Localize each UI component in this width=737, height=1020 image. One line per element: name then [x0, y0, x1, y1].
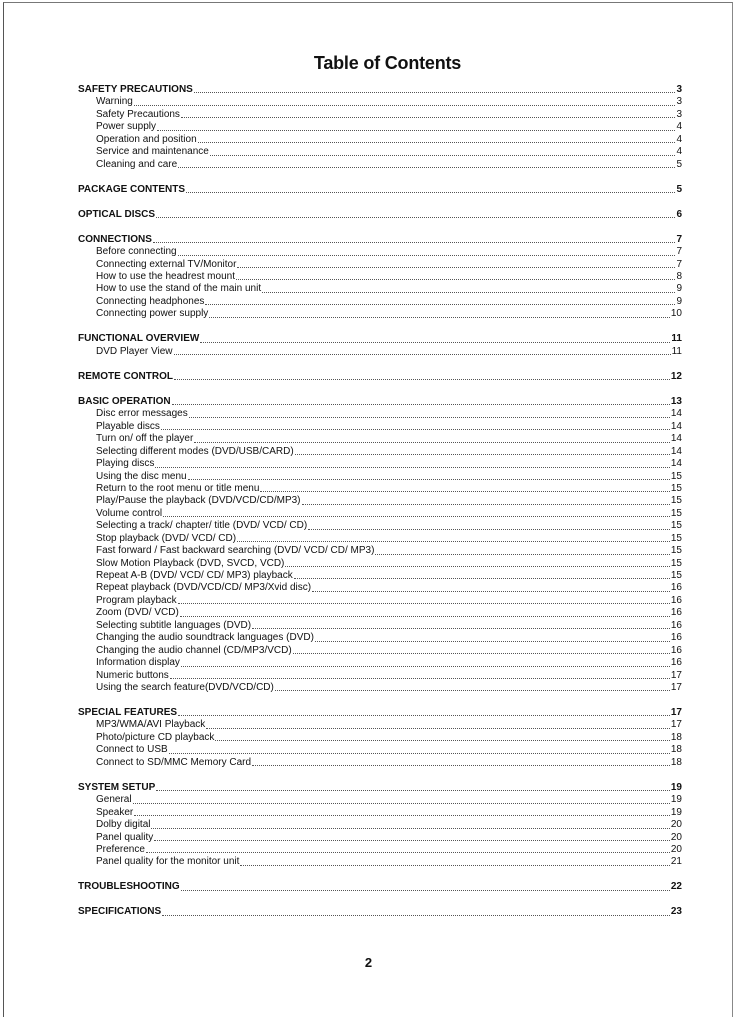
section-gap	[78, 171, 682, 184]
toc-entry-page: 4	[676, 121, 682, 133]
toc-entry-label: Connecting headphones	[96, 295, 205, 307]
toc-entry-label: Stop playback (DVD/ VCD/ CD)	[96, 532, 237, 544]
toc-entry[interactable]	[78, 471, 682, 483]
page-number: 2	[364, 955, 373, 970]
toc-entry-label: Program playback	[96, 594, 177, 606]
toc-entry[interactable]	[78, 607, 682, 619]
toc-entry[interactable]	[78, 109, 682, 121]
toc-entry-page: 20	[670, 819, 682, 831]
toc-entry-page: 16	[670, 607, 682, 619]
dot-leader	[178, 167, 675, 168]
toc-entry-page: 16	[670, 582, 682, 594]
toc-entry-label: Operation and position	[96, 133, 197, 145]
toc-entry-page: 20	[670, 831, 682, 843]
toc-entry-page: 15	[670, 570, 682, 581]
toc-entry[interactable]	[78, 682, 682, 694]
dot-leader	[295, 454, 670, 455]
dot-leader	[163, 516, 670, 517]
toc-entry-page: 15	[670, 520, 682, 532]
toc-entry[interactable]	[78, 844, 682, 856]
toc-entry-page: 16	[670, 657, 682, 669]
dot-leader	[205, 304, 675, 305]
dot-leader	[237, 267, 675, 268]
toc-entry-page: 18	[670, 744, 682, 756]
dot-leader	[275, 690, 670, 691]
toc-entry[interactable]	[78, 483, 682, 495]
toc-heading[interactable]	[78, 234, 682, 246]
toc-section	[78, 782, 682, 869]
toc-entry-page: 9	[676, 295, 682, 307]
dot-leader	[186, 192, 675, 193]
dot-leader	[194, 92, 676, 93]
toc-entry[interactable]	[78, 96, 682, 108]
toc-entry[interactable]	[78, 433, 682, 445]
toc-entry-label: Disc error messages	[96, 408, 188, 420]
toc-entry-page: 7	[676, 246, 682, 258]
toc-heading-page: 17	[670, 706, 682, 718]
toc-entry-page: 15	[670, 470, 682, 482]
toc-entry-label: Preference	[96, 843, 145, 855]
toc-entry-label: Using the disc menu	[96, 470, 187, 482]
toc-heading[interactable]	[78, 881, 682, 893]
toc-entry[interactable]	[78, 495, 682, 507]
toc-heading[interactable]	[78, 782, 682, 794]
toc-entry-label: Repeat A-B (DVD/ VCD/ CD/ MP3) playback	[96, 570, 293, 581]
toc-entry-label: Speaker	[96, 806, 134, 818]
toc-entry-label: Dolby digital	[96, 819, 151, 831]
dot-leader	[293, 653, 670, 654]
dot-leader	[154, 840, 670, 841]
toc-entry[interactable]	[78, 121, 682, 133]
dot-leader	[209, 317, 670, 318]
toc-heading-label: BASIC OPERATION	[78, 395, 171, 407]
toc-section	[78, 84, 682, 171]
toc-entry-page: 21	[670, 856, 682, 868]
toc-section	[78, 234, 682, 321]
toc-entry-label: Photo/picture CD playback	[96, 731, 215, 743]
toc-entry-label: MP3/WMA/AVI Playback	[96, 719, 206, 731]
toc-entry[interactable]	[78, 807, 682, 819]
toc-heading-page: 13	[670, 395, 682, 407]
toc-heading-page: 23	[670, 906, 682, 918]
dot-leader	[146, 852, 670, 853]
toc-entry[interactable]	[78, 670, 682, 682]
toc-heading-page: 6	[676, 208, 682, 220]
toc-heading-label: SAFETY PRECAUTIONS	[78, 84, 193, 95]
toc-section	[78, 371, 682, 383]
toc-entry-page: 14	[670, 458, 682, 470]
toc-heading-page: 7	[676, 233, 682, 245]
dot-leader	[236, 279, 675, 280]
toc-heading[interactable]	[78, 84, 682, 96]
toc-entry-page: 15	[670, 495, 682, 507]
dot-leader	[169, 753, 670, 754]
dot-leader	[134, 815, 670, 816]
dot-leader	[178, 603, 670, 604]
dot-leader	[240, 865, 669, 866]
toc-entry-page: 16	[670, 632, 682, 644]
dot-leader	[174, 379, 670, 380]
dot-leader	[198, 142, 676, 143]
dot-leader	[174, 354, 671, 355]
toc-entry-label: Cleaning and care	[96, 158, 178, 170]
section-gap	[78, 221, 682, 234]
toc-entry-page: 15	[670, 545, 682, 557]
dot-leader	[194, 442, 670, 443]
dot-leader	[189, 417, 670, 418]
toc-heading-label: REMOTE CONTROL	[78, 370, 173, 382]
dot-leader	[215, 740, 669, 741]
toc-entry-page: 10	[670, 308, 682, 320]
toc-entry-label: Safety Precautions	[96, 108, 180, 120]
dot-leader	[181, 890, 670, 891]
toc-entry[interactable]	[78, 558, 682, 570]
toc-entry[interactable]	[78, 570, 682, 582]
table-of-contents	[78, 84, 682, 919]
dot-leader	[262, 292, 675, 293]
toc-entry-page: 15	[670, 507, 682, 519]
toc-entry[interactable]	[78, 794, 682, 806]
toc-entry[interactable]	[78, 308, 682, 320]
toc-heading[interactable]	[78, 333, 682, 345]
dot-leader	[180, 616, 670, 617]
toc-entry-page: 18	[670, 731, 682, 743]
toc-entry-page: 16	[670, 594, 682, 606]
toc-entry[interactable]	[78, 346, 682, 358]
toc-entry-label: Fast forward / Fast backward searching (DVD/ VCD/ CD/ MP3)	[96, 545, 375, 557]
section-gap	[78, 869, 682, 882]
toc-entry-label: Changing the audio soundtrack languages (DVD)	[96, 632, 314, 644]
toc-heading[interactable]	[78, 371, 682, 383]
toc-entry-label: Service and maintenance	[96, 146, 209, 158]
toc-entry-label: Slow Motion Playback (DVD, SVCD, VCD)	[96, 557, 285, 569]
dot-leader	[294, 578, 670, 579]
toc-entry-label: Panel quality for the monitor unit	[96, 856, 240, 868]
dot-leader	[161, 429, 670, 430]
toc-heading-label: SPECIFICATIONS	[78, 906, 162, 918]
section-gap	[78, 383, 682, 396]
toc-entry-page: 14	[670, 420, 682, 432]
dot-leader	[178, 255, 676, 256]
toc-entry-page: 7	[676, 258, 682, 270]
toc-entry-page: 4	[676, 146, 682, 158]
toc-heading-label: CONNECTIONS	[78, 233, 152, 245]
dot-leader	[133, 803, 670, 804]
dot-leader	[151, 828, 669, 829]
toc-entry[interactable]	[78, 545, 682, 557]
toc-heading-label: OPTICAL DISCS	[78, 208, 156, 220]
toc-entry[interactable]	[78, 657, 682, 669]
dot-leader	[302, 504, 670, 505]
toc-heading[interactable]	[78, 209, 682, 221]
toc-entry-page: 3	[676, 108, 682, 120]
toc-entry-label: Changing the audio channel (CD/MP3/VCD)	[96, 644, 292, 656]
toc-entry[interactable]	[78, 508, 682, 520]
toc-entry[interactable]	[78, 832, 682, 844]
section-gap	[78, 321, 682, 334]
toc-entry-page: 17	[670, 681, 682, 693]
toc-entry-label: Zoom (DVD/ VCD)	[96, 607, 179, 619]
toc-section	[78, 209, 682, 221]
toc-heading[interactable]	[78, 184, 682, 196]
toc-heading-page: 11	[671, 333, 682, 345]
toc-entry[interactable]	[78, 744, 682, 756]
dot-leader	[312, 591, 670, 592]
section-gap	[78, 694, 682, 707]
toc-entry-page: 15	[670, 557, 682, 569]
toc-entry[interactable]	[78, 533, 682, 545]
toc-entry-page: 19	[670, 794, 682, 806]
toc-entry[interactable]	[78, 134, 682, 146]
toc-heading-page: 3	[676, 84, 682, 95]
toc-entry-label: Before connecting	[96, 246, 177, 258]
toc-heading-page: 12	[670, 370, 682, 382]
toc-entry-label: Play/Pause the playback (DVD/VCD/CD/MP3)	[96, 495, 301, 507]
toc-entry[interactable]	[78, 632, 682, 644]
toc-entry-label: Selecting subtitle languages (DVD)	[96, 619, 252, 631]
toc-entry-page: 18	[670, 756, 682, 768]
toc-section	[78, 396, 682, 695]
toc-heading-label: FUNCTIONAL OVERVIEW	[78, 333, 200, 345]
toc-entry-label: Numeric buttons	[96, 669, 169, 681]
toc-entry-page: 4	[676, 133, 682, 145]
toc-heading-label: SYSTEM SETUP	[78, 781, 156, 793]
toc-heading-label: TROUBLESHOOTING	[78, 881, 180, 893]
toc-entry-label: General	[96, 794, 132, 806]
toc-heading[interactable]	[78, 906, 682, 918]
section-gap	[78, 196, 682, 209]
toc-section	[78, 906, 682, 918]
section-gap	[78, 894, 682, 907]
dot-leader	[170, 678, 670, 679]
toc-entry-label: DVD Player View	[96, 345, 173, 357]
toc-entry-page: 5	[676, 158, 682, 170]
dot-leader	[375, 554, 669, 555]
toc-entry[interactable]	[78, 856, 682, 868]
dot-leader	[178, 715, 670, 716]
toc-section	[78, 333, 682, 358]
toc-entry-label: Warning	[96, 96, 133, 108]
toc-entry-page: 9	[676, 283, 682, 295]
toc-entry-page: 8	[676, 271, 682, 283]
toc-heading-page: 19	[670, 781, 682, 793]
toc-entry-label: Using the search feature(DVD/VCD/CD)	[96, 681, 274, 693]
dot-leader	[188, 479, 670, 480]
toc-entry[interactable]	[78, 296, 682, 308]
dot-leader	[181, 666, 670, 667]
toc-entry-label: How to use the stand of the main unit	[96, 283, 262, 295]
toc-entry-page: 14	[670, 433, 682, 445]
toc-heading-label: PACKAGE CONTENTS	[78, 183, 186, 195]
toc-heading-label: SPECIAL FEATURES	[78, 706, 178, 718]
toc-entry-page: 19	[670, 806, 682, 818]
toc-entry[interactable]	[78, 757, 682, 769]
toc-entry-page: 17	[670, 669, 682, 681]
toc-entry-label: Connecting external TV/Monitor	[96, 258, 237, 270]
toc-entry-page: 16	[670, 619, 682, 631]
dot-leader	[252, 628, 670, 629]
dot-leader	[308, 529, 670, 530]
toc-heading[interactable]	[78, 707, 682, 719]
dot-leader	[172, 404, 670, 405]
toc-entry-label: How to use the headrest mount	[96, 271, 235, 283]
toc-heading-page: 5	[676, 183, 682, 195]
toc-section	[78, 184, 682, 196]
toc-entry[interactable]	[78, 271, 682, 283]
toc-entry-label: Turn on/ off the player	[96, 433, 194, 445]
toc-entry-page: 11	[671, 345, 682, 357]
toc-entry-page: 3	[676, 96, 682, 108]
toc-entry-label: Return to the root menu or title menu	[96, 482, 260, 494]
section-gap	[78, 358, 682, 371]
toc-heading[interactable]	[78, 396, 682, 408]
dot-leader	[210, 155, 676, 156]
dot-leader	[260, 491, 669, 492]
dot-leader	[200, 342, 670, 343]
toc-entry[interactable]	[78, 259, 682, 271]
dot-leader	[206, 728, 670, 729]
dot-leader	[156, 790, 670, 791]
toc-entry-page: 15	[670, 482, 682, 494]
toc-entry-label: Selecting different modes (DVD/USB/CARD)	[96, 445, 294, 457]
toc-entry[interactable]	[78, 458, 682, 470]
toc-entry[interactable]	[78, 582, 682, 594]
dot-leader	[162, 915, 670, 916]
toc-entry[interactable]	[78, 620, 682, 632]
toc-entry-label: Panel quality	[96, 831, 154, 843]
toc-entry[interactable]	[78, 446, 682, 458]
toc-section	[78, 707, 682, 769]
toc-entry-label: Connect to USB	[96, 744, 168, 756]
toc-entry-label: Connecting power supply	[96, 308, 209, 320]
toc-entry-label: Connect to SD/MMC Memory Card	[96, 756, 252, 768]
toc-entry[interactable]	[78, 732, 682, 744]
toc-entry-page: 17	[670, 719, 682, 731]
toc-entry-label: Power supply	[96, 121, 157, 133]
dot-leader	[134, 105, 676, 106]
toc-entry-page: 20	[670, 843, 682, 855]
toc-section	[78, 881, 682, 893]
dot-leader	[157, 130, 675, 131]
dot-leader	[153, 242, 676, 243]
toc-entry[interactable]	[78, 595, 682, 607]
section-gap	[78, 769, 682, 782]
toc-entry-label: Repeat playback (DVD/VCD/CD/ MP3/Xvid disc)	[96, 582, 312, 594]
toc-entry[interactable]	[78, 159, 682, 171]
toc-entry-page: 14	[670, 445, 682, 457]
toc-entry-page: 16	[670, 644, 682, 656]
toc-entry[interactable]	[78, 719, 682, 731]
toc-entry[interactable]	[78, 246, 682, 258]
toc-entry[interactable]	[78, 520, 682, 532]
dot-leader	[315, 641, 670, 642]
toc-entry[interactable]	[78, 146, 682, 158]
toc-entry[interactable]	[78, 819, 682, 831]
dot-leader	[285, 566, 669, 567]
dot-leader	[181, 117, 676, 118]
toc-heading-page: 22	[670, 881, 682, 893]
dot-leader	[155, 467, 670, 468]
toc-entry-label: Playable discs	[96, 420, 160, 432]
toc-entry-label: Selecting a track/ chapter/ title (DVD/ VCD/ CD)	[96, 520, 308, 532]
dot-leader	[252, 765, 670, 766]
toc-entry-page: 14	[670, 408, 682, 420]
page-title: Table of Contents	[313, 53, 462, 73]
toc-entry[interactable]	[78, 283, 682, 295]
dot-leader	[237, 541, 670, 542]
dot-leader	[156, 217, 675, 218]
toc-entry[interactable]	[78, 408, 682, 420]
toc-entry[interactable]	[78, 421, 682, 433]
toc-entry-label: Information display	[96, 657, 180, 669]
toc-entry[interactable]	[78, 645, 682, 657]
toc-entry-label: Volume control	[96, 507, 163, 519]
toc-entry-label: Playing discs	[96, 458, 155, 470]
toc-entry-page: 15	[670, 532, 682, 544]
